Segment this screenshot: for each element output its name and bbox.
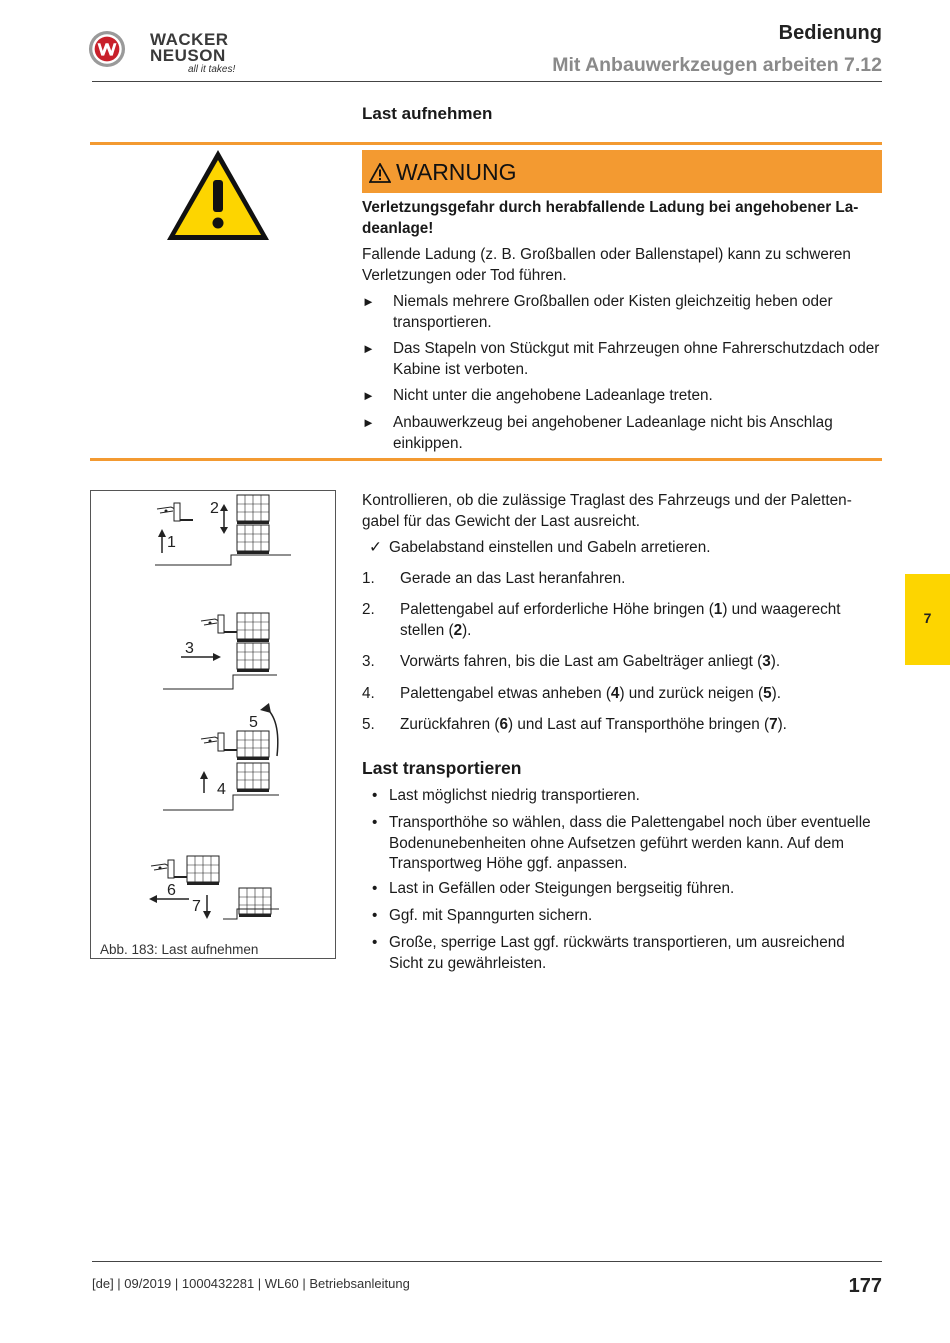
figure-label-3: 3 [185, 640, 194, 657]
step-text: Palettengabel auf erforderliche Höhe bringen (1) und waagerecht stellen (2). [400, 601, 841, 639]
section-heading: Mit Anbauwerkzeugen arbeiten 7.12 [552, 54, 882, 76]
bullet-dot-icon: • [372, 880, 378, 897]
figure-label-2: 2 [210, 500, 219, 517]
step-number: 3. [362, 653, 375, 670]
load-pickup-illustration [91, 491, 335, 941]
bullet-arrow-icon: ► [362, 388, 375, 403]
step-number: 5. [362, 716, 375, 733]
bullet-dot-icon: • [372, 787, 378, 804]
step-ref: 7 [769, 716, 778, 733]
brand-name-line2: NEUSON [150, 46, 226, 65]
chapter-title: Bedienung [778, 22, 882, 44]
step-ref: 3 [762, 653, 771, 670]
step-text: Vorwärts fahren, bis die Last am Gabelträger anliegt (3). [400, 653, 781, 670]
warning-bullet-text: Das Stapeln von Stückgut mit Fahrzeugen ohne Fahrerschutzdach oder Kabine ist verboten. [393, 340, 880, 378]
precondition-text: Gabelabstand einstellen und Gabeln arretieren. [389, 539, 711, 556]
wacker-neuson-logo-icon [88, 30, 126, 68]
instructions-intro: Kontrollieren, ob die zulässige Traglast des Fahrzeugs und der Palettengabel für das Gewicht der Last ausreicht. [362, 492, 852, 530]
brand-tagline: all it takes! [188, 64, 236, 75]
warning-bullet-text: Nicht unter die angehobene Ladeanlage treten. [393, 387, 713, 404]
step-number: 1. [362, 570, 375, 587]
step-ref: 4 [610, 685, 620, 702]
step-number: 4. [362, 685, 375, 702]
warning-bottom-rule [90, 458, 882, 461]
bullet-arrow-icon: ► [362, 341, 375, 356]
bullet-arrow-icon: ► [362, 415, 375, 430]
step-text: Zurückfahren (6) und Last auf Transporthöhe bringen (7). [400, 716, 787, 733]
page-title: Last aufnehmen [362, 104, 493, 123]
footer-document-info: [de] | 09/2019 | 1000432281 | WL60 | Betriebsanleitung [92, 1276, 410, 1291]
bullet-dot-icon: • [372, 934, 378, 951]
transport-item-text: Ggf. mit Spanngurten sichern. [389, 907, 593, 924]
warning-top-rule [90, 142, 882, 145]
bullet-dot-icon: • [372, 814, 378, 831]
footer-divider [92, 1261, 882, 1262]
brand-name-line1: WACKER [150, 30, 229, 49]
page-number: 177 [848, 1275, 882, 1297]
step-ref: 5 [763, 685, 772, 702]
warning-bullet-text: Anbauwerkzeug bei angehobener Ladeanlage nicht bis Anschlag einkippen. [393, 414, 833, 452]
figure-caption: Abb. 183: Last aufnehmen [100, 942, 259, 957]
warning-bullet-text: Niemals mehrere Großballen oder Kisten gleichzeitig heben oder transportieren. [393, 293, 833, 331]
bullet-arrow-icon: ► [362, 294, 375, 309]
figure-label-5: 5 [249, 714, 258, 731]
figure-label-7: 7 [192, 898, 201, 915]
figure-label-6: 6 [167, 882, 176, 899]
step-ref: 1 [713, 601, 723, 618]
transport-heading: Last transportieren [362, 758, 522, 778]
warning-triangle-icon [165, 148, 271, 242]
warning-label: WARNUNG [396, 159, 517, 185]
warning-text: Fallende Ladung (z. B. Großballen oder Ballenstapel) kann zu schweren Verletzungen oder Tod führen. [362, 246, 851, 284]
step-ref: 6 [499, 716, 508, 733]
figure-label-4: 4 [217, 781, 226, 798]
precondition-check-icon: ✓ [369, 539, 382, 556]
step-text: Palettengabel etwas anheben (4) und zurück neigen (5). [400, 685, 782, 702]
transport-item-text: Last möglichst niedrig transportieren. [389, 787, 640, 804]
header-divider [92, 81, 882, 82]
warning-small-icon [369, 163, 391, 183]
chapter-tab-number: 7 [923, 610, 932, 626]
transport-item-text: Transporthöhe so wählen, dass die Palettengabel noch über eventuelle Bodenunebenheiten ohne Aufsetzen geführt werden kann. Auf dem Transportweg Höhe ggf. anpassen. [389, 814, 871, 872]
step-ref: 2 [453, 621, 463, 639]
transport-item-text: Große, sperrige Last ggf. rückwärts transportieren, um ausreichend Sicht zu gewährleisten. [389, 934, 845, 972]
step-number: 2. [362, 601, 375, 618]
bullet-dot-icon: • [372, 907, 378, 924]
warning-headline: Verletzungsgefahr durch herabfallende Ladung bei angehobener Ladeanlage! [362, 199, 859, 237]
figure-label-1: 1 [167, 534, 176, 551]
transport-item-text: Last in Gefällen oder Steigungen bergseitig führen. [389, 880, 735, 897]
step-text: Gerade an das Last heranfahren. [400, 570, 626, 587]
